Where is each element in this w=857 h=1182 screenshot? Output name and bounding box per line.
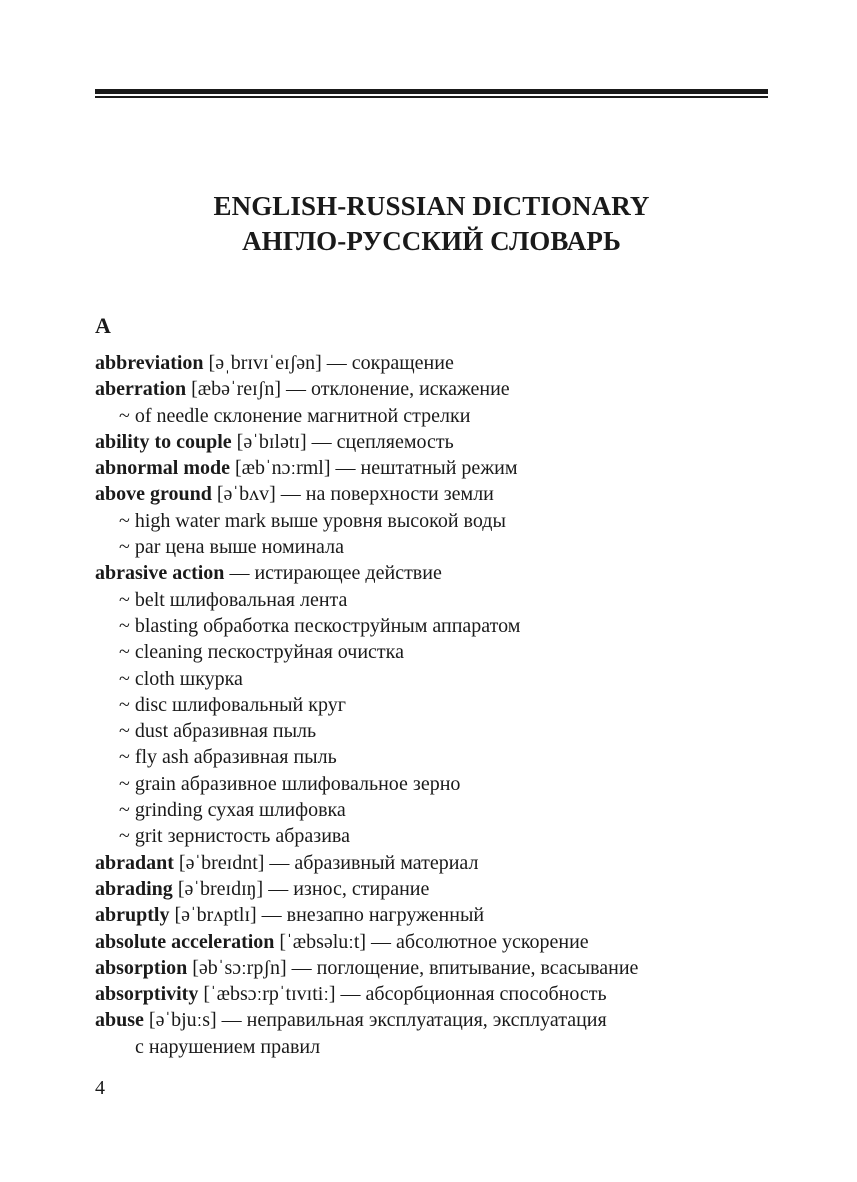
dictionary-entry [95,902,795,928]
entry-headword: above ground [95,483,212,506]
dictionary-entry [95,1007,795,1033]
sub-entry: ~ cloth шкурка [119,667,243,690]
entry-definition: [əˈbɪlətɪ] — сцепляемость [231,430,454,453]
entry-definition: [æbəˈreɪʃn] — отклонение, искажение [186,378,510,401]
dictionary-title [95,189,768,259]
dictionary-entry [95,481,795,507]
entry-headword: abrasive action [95,562,225,585]
entry-headword: absolute acceleration [95,930,275,953]
title-english: ENGLISH-RUSSIAN DICTIONARY [213,191,650,221]
entry-definition: [əˈbrʌptlɪ] — внезапно нагруженный [169,904,485,927]
sub-entry: ~ grinding сухая шлифовка [119,799,346,822]
header-rule-thick [95,89,768,94]
entry-headword: abruptly [95,904,170,927]
dictionary-entry [95,929,795,955]
entry-definition: [əˌbrɪvɪˈeɪʃən] — сокращение [203,352,454,374]
sub-entry: ~ blasting обработка пескоструйным аппаратом [119,614,521,637]
entry-definition: — истирающее действие [224,562,442,585]
entry-definition: [æbˈnɔːrml] — нештатный режим [230,457,518,480]
dictionary-entry [95,560,795,586]
dictionary-entry [95,850,795,876]
entry-headword: abnormal mode [95,457,230,480]
entry-continuation: с нарушением правил [135,1035,321,1058]
entry-headword: abrading [95,877,173,900]
dictionary-entry [95,429,795,455]
dictionary-entry [95,376,795,402]
entry-definition: [ˈæbsɔːrpˈtɪvɪtiː] — абсорбционная способность [198,983,607,1006]
entry-definition: [əˈbʌv] — на поверхности земли [211,483,494,506]
title-russian: АНГЛО-РУССКИЙ СЛОВАРЬ [242,226,621,256]
page-number: 4 [95,1077,105,1099]
sub-entry: ~ dust абразивная пыль [119,720,317,743]
sub-entry: ~ par цена выше номинала [119,536,344,559]
dictionary-entry [95,876,795,902]
sub-entry: ~ fly ash абразивная пыль [119,746,337,769]
entry-headword: abbreviation [95,352,204,374]
sub-entry: ~ cleaning пескоструйная очистка [119,641,404,664]
sub-entry: ~ high water mark выше уровня высокой воды [119,509,506,532]
header-rule-thin [95,96,768,98]
entry-list [95,350,795,1060]
entry-definition: [əˈbreɪdɪŋ] — износ, стирание [172,877,430,900]
entry-headword: absorption [95,956,188,979]
sub-entry: ~ grain абразивное шлифовальное зерно [119,772,461,795]
sub-entry: ~ of needle склонение магнитной стрелки [119,404,471,427]
dictionary-entry [95,955,795,981]
entry-headword: abuse [95,1009,144,1032]
sub-entry: ~ disc шлифовальный круг [119,693,346,716]
sub-entry: ~ belt шлифовальная лента [119,588,348,611]
section-letter: A [95,313,111,338]
entry-headword: abradant [95,851,174,874]
sub-entry: ~ grit зернистость абразива [119,825,350,848]
entry-headword: ability to couple [95,430,232,453]
entry-definition: [ˈæbsəluːt] — абсолютное ускорение [274,930,589,953]
dictionary-entry [95,981,795,1007]
entry-definition: [əˈbreɪdnt] — абразивный материал [173,851,479,874]
entry-definition: [əbˈsɔːrpʃn] — поглощение, впитывание, всасывание [187,956,639,979]
entry-headword: aberration [95,378,187,401]
entry-headword: absorptivity [95,983,199,1006]
dictionary-entry [95,455,795,481]
dictionary-entry [95,350,795,376]
entry-definition: [əˈbjuːs] — неправильная эксплуатация, эксплуатация [143,1009,607,1032]
